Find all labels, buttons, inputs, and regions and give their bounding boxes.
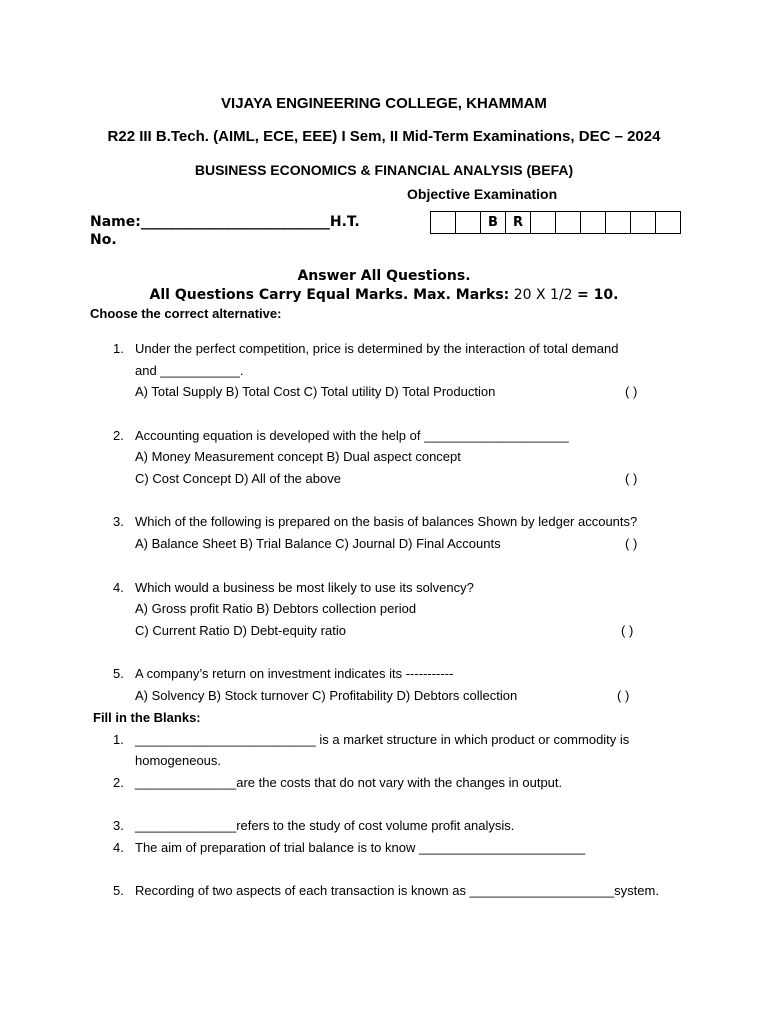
question-text: Which of the following is prepared on the basis of balances Shown by ledger accounts? <box>135 514 638 529</box>
instruction-line2: All Questions Carry Equal Marks. Max. Marks: 20 X 1/2 = 10. <box>149 287 619 303</box>
exam-type: Objective Examination <box>407 186 558 202</box>
blank-number: 5. <box>113 883 124 898</box>
ht-box[interactable] <box>656 212 681 234</box>
blank-text: _________________________ is a market structure in which product or commodity is <box>135 732 630 747</box>
options-line: C) Cost Concept D) All of the above <box>135 471 341 486</box>
name-blank[interactable]: ___________________________ <box>140 214 330 230</box>
question-text-cont: and ___________. <box>135 363 244 378</box>
question-number: 3. <box>113 514 124 529</box>
options-line: A) Total Supply B) Total Cost C) Total utility D) Total Production <box>135 384 496 399</box>
options-line: A) Money Measurement concept B) Dual aspect concept <box>135 449 461 464</box>
options-line: C) Current Ratio D) Debt-equity ratio <box>135 623 346 638</box>
answer-box[interactable]: ( ) <box>621 623 634 638</box>
blank-text: The aim of preparation of trial balance is to know _______________________ <box>135 840 586 855</box>
ht-label-cont: No. <box>90 232 117 248</box>
question-text: Which would a business be most likely to use its solvency? <box>135 580 474 595</box>
blank-text-cont: homogeneous. <box>135 753 222 768</box>
blank-text: ______________are the costs that do not vary with the changes in output. <box>135 775 563 790</box>
question-number: 2. <box>113 428 124 443</box>
ht-box[interactable] <box>556 212 581 234</box>
ht-number-boxes <box>430 211 681 234</box>
instruction-line1: Answer All Questions. <box>297 268 471 284</box>
answer-box[interactable]: ( ) <box>625 536 638 551</box>
question-number: 4. <box>113 580 124 595</box>
answer-box[interactable]: ( ) <box>625 471 638 486</box>
college-name: VIJAYA ENGINEERING COLLEGE, KHAMMAM <box>221 95 547 112</box>
answer-box[interactable]: ( ) <box>617 688 630 703</box>
ht-box[interactable]: B <box>481 212 506 234</box>
question-text: A company’s return on investment indicates its ----------- <box>135 666 454 681</box>
section-b-title: Fill in the Blanks: <box>93 710 201 725</box>
blank-text: Recording of two aspects of each transaction is known as ____________________system. <box>135 883 659 898</box>
ht-box[interactable] <box>606 212 631 234</box>
question-text: Accounting equation is developed with the help of ____________________ <box>135 428 569 443</box>
ht-box[interactable] <box>581 212 606 234</box>
ht-box[interactable]: R <box>506 212 531 234</box>
answer-box[interactable]: ( ) <box>625 384 638 399</box>
ht-box[interactable] <box>431 212 456 234</box>
blank-text: ______________refers to the study of cost volume profit analysis. <box>135 818 515 833</box>
ht-box[interactable] <box>456 212 481 234</box>
blank-number: 1. <box>113 732 124 747</box>
blank-number: 2. <box>113 775 124 790</box>
blank-number: 4. <box>113 840 124 855</box>
question-text: Under the perfect competition, price is determined by the interaction of total demand <box>135 341 619 356</box>
subject-title: BUSINESS ECONOMICS & FINANCIAL ANALYSIS (BEFA) <box>194 162 574 178</box>
ht-box[interactable] <box>531 212 556 234</box>
blank-number: 3. <box>113 818 124 833</box>
exam-title: R22 III B.Tech. (AIML, ECE, EEE) I Sem, II Mid-Term Examinations, DEC – 2024 <box>107 128 661 145</box>
options-line: A) Solvency B) Stock turnover C) Profitability D) Debtors collection <box>135 688 518 703</box>
ht-box[interactable] <box>631 212 656 234</box>
section-a-title: Choose the correct alternative: <box>90 306 282 321</box>
options-line: A) Balance Sheet B) Trial Balance C) Journal D) Final Accounts <box>135 536 501 551</box>
options-line: A) Gross profit Ratio B) Debtors collection period <box>135 601 417 616</box>
question-number: 5. <box>113 666 124 681</box>
name-label: Name:___________________________H.T. <box>90 214 360 230</box>
question-number: 1. <box>113 341 124 356</box>
